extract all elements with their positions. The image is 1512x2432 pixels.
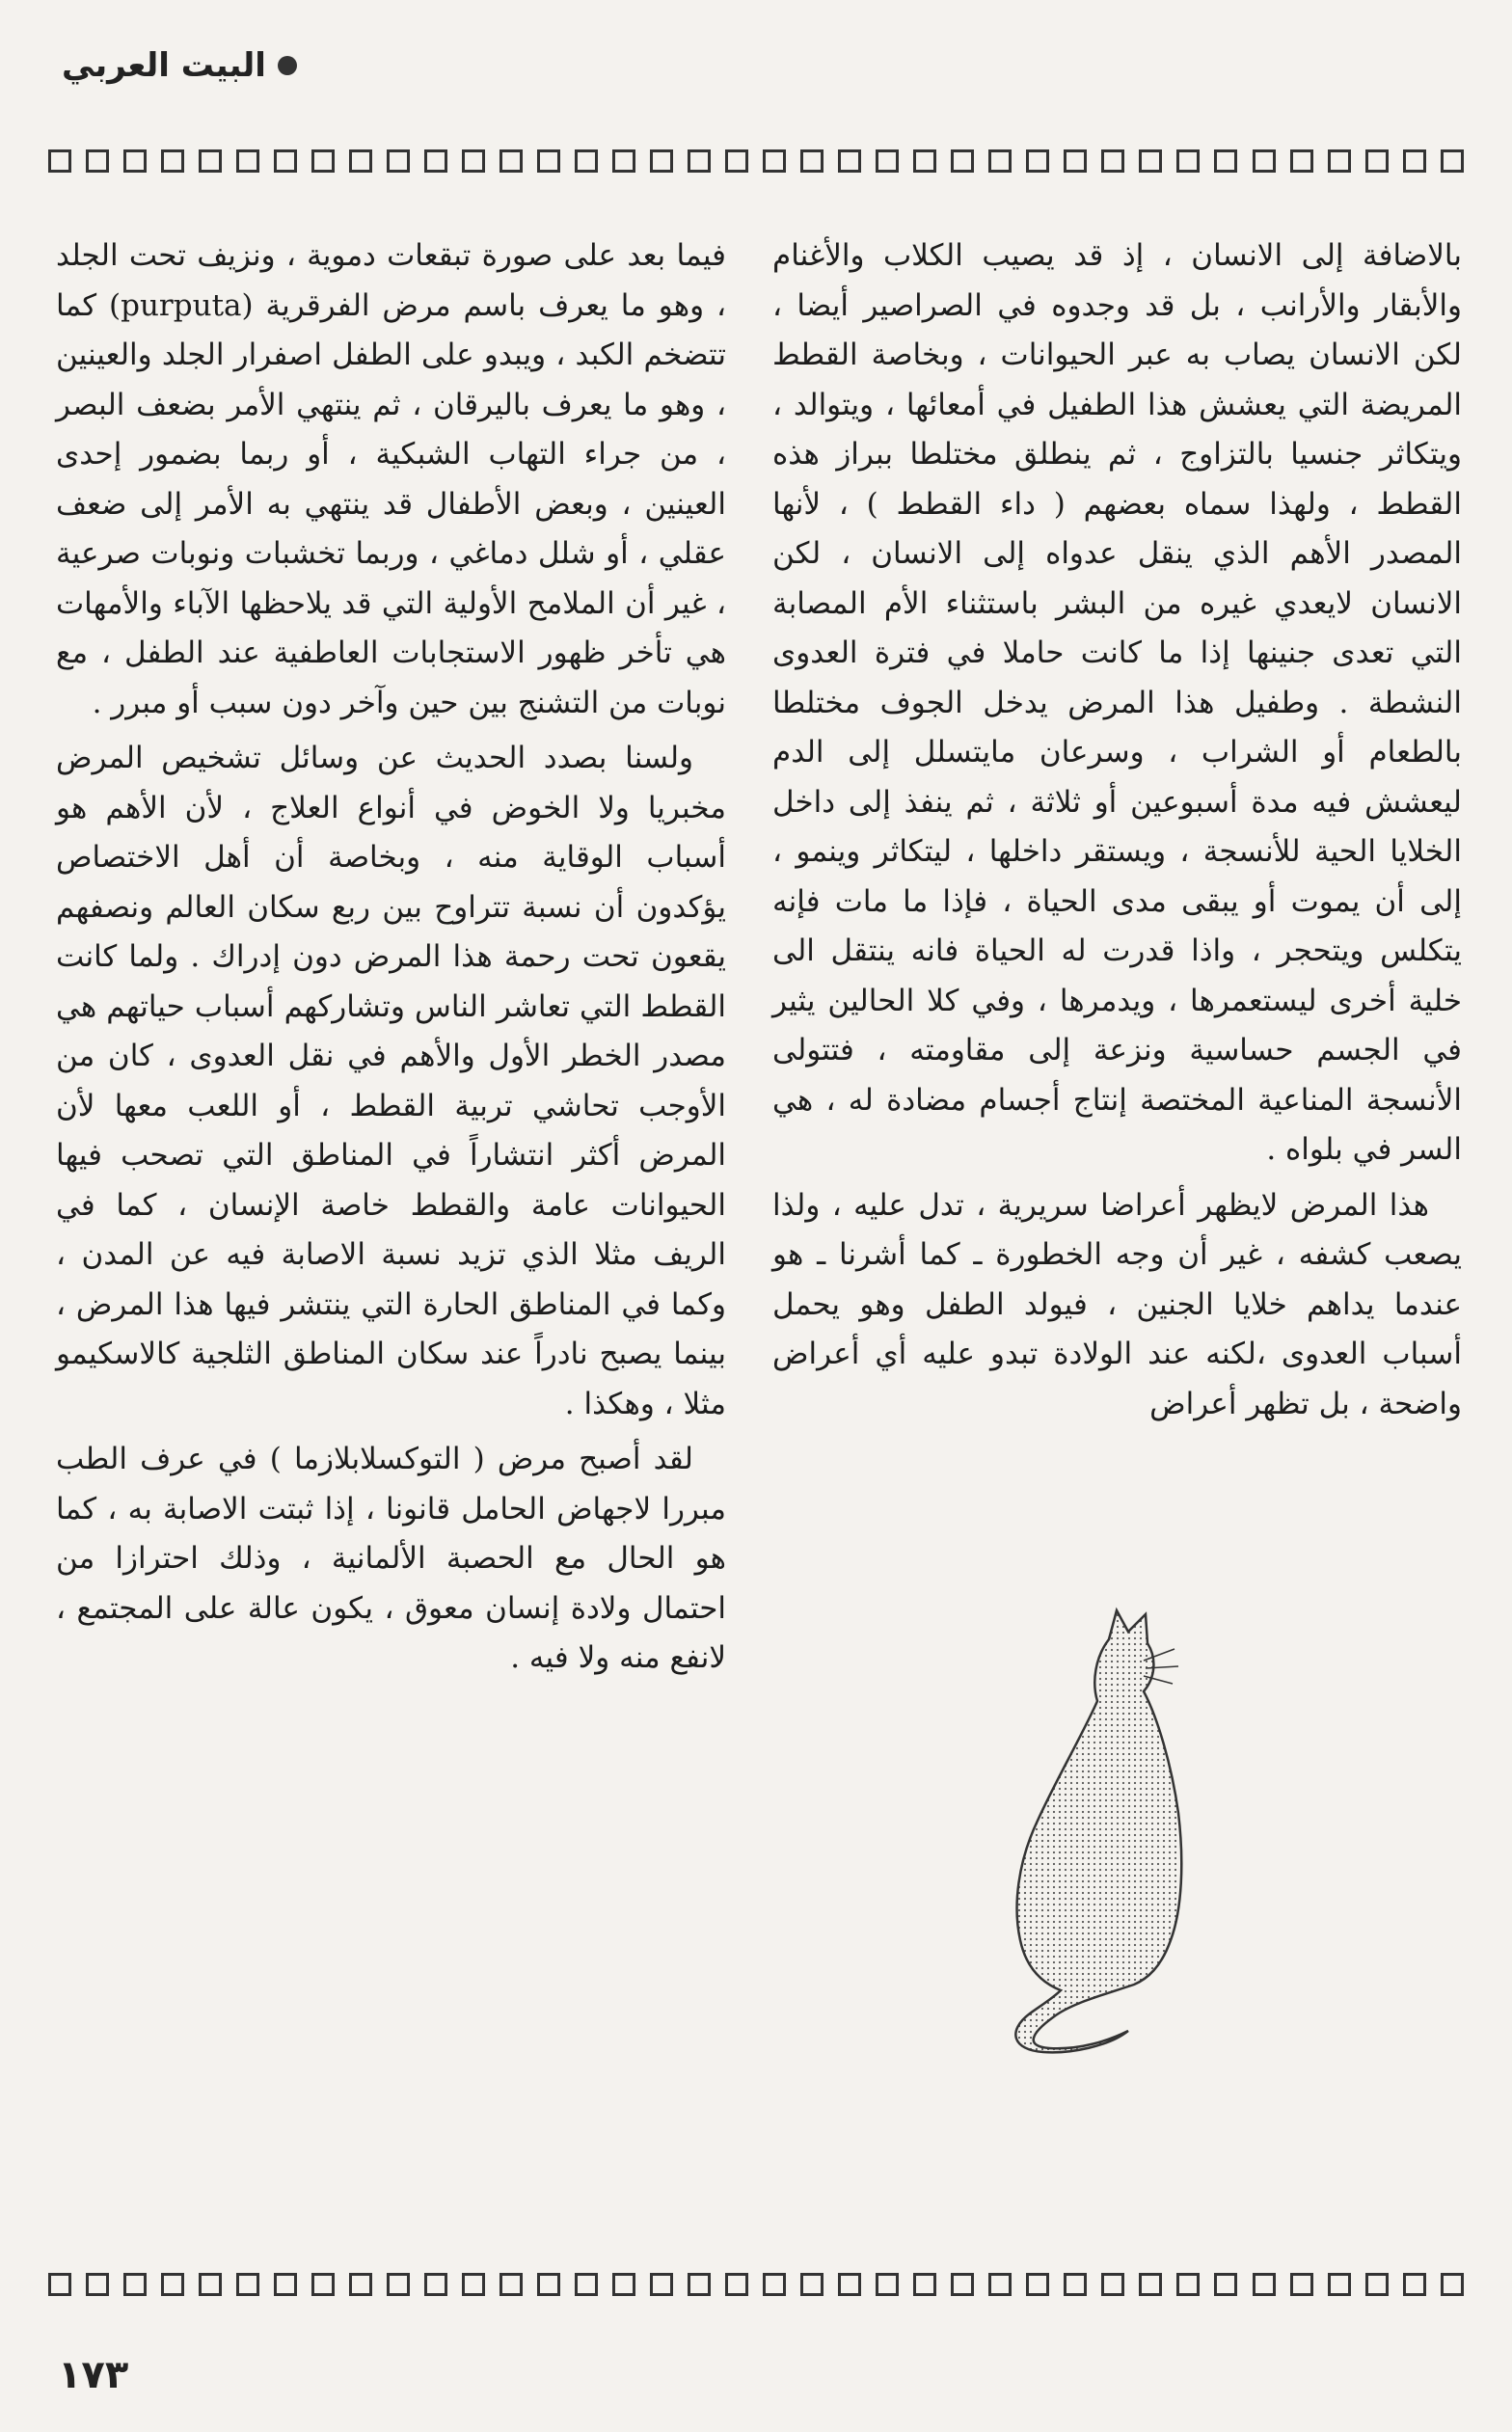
border-square	[1441, 2273, 1464, 2296]
border-square	[311, 2273, 335, 2296]
border-square	[951, 149, 974, 173]
border-square	[1365, 2273, 1389, 2296]
section-title: البيت العربي	[62, 46, 266, 85]
border-square	[1139, 149, 1162, 173]
border-square	[1290, 2273, 1313, 2296]
right-paragraph-1: بالاضافة إلى الانسان ، إذ قد يصيب الكلاب والأغنام والأبقار والأرانب ، بل قد وجدوه في الصراصير أيضا ، لكن الانسان يصاب به عبر الحيوانات ، وبخاصة القطط المريضة التي يعشش هذا الطفيل في أمعائها ، ويتوالد ، ويتكاثر جنسيا بالتزاوج ، ثم ينطلق مختلطا ببراز هذه القطط ، ولهذا سماه بعضهم ( داء القطط ) ، لأنها المصدر الأهم الذي ينقل عدواه إلى الانسان ، لكن الانسان لايعدي غيره من البشر باستثناء الأم المصابة التي تعدى جنينها إذا ما كانت حاملا في فترة العدوى النشطة . وطفيل هذا المرض يدخل الجوف مختلطا بالطعام أو الشراب ، وسرعان مايتسلل إلى الدم ليعشش فيه مدة أسبوعين أو ثلاثة ، ثم ينفذ إلى داخل الخلايا الحية للأنسجة ، ويستقر داخلها ، ليتكاثر وينمو ، إلى أن يموت أو يبقى مدى الحياة ، فإذا ما مات فإنه يتكلس ويتحجر ، واذا قدرت له الحياة فانه ينتقل الى خلية أخرى ليستعمرها ، ويدمرها ، وفي كلا الحالين يثير في الجسم حساسية ونزعة إلى مقاومته ، فتتولى الأنسجة المناعية المختصة إنتاج أجسام مضادة له ، هي السر في بلواه .	[772, 238, 1462, 1167]
border-square	[1101, 149, 1124, 173]
border-square	[1064, 2273, 1087, 2296]
border-square	[462, 149, 485, 173]
cat-icon	[964, 1601, 1215, 2054]
border-square	[500, 2273, 523, 2296]
border-square	[913, 2273, 936, 2296]
border-square	[48, 149, 71, 173]
border-square	[1176, 2273, 1200, 2296]
border-square	[688, 2273, 711, 2296]
border-square	[763, 2273, 786, 2296]
border-square	[311, 149, 335, 173]
border-square	[236, 2273, 259, 2296]
border-square	[48, 2273, 71, 2296]
border-square	[988, 2273, 1012, 2296]
border-square	[876, 149, 899, 173]
border-square	[500, 149, 523, 173]
running-header	[62, 46, 297, 85]
border-square	[1064, 149, 1087, 173]
border-square	[1253, 2273, 1276, 2296]
border-square	[161, 2273, 184, 2296]
border-square	[688, 149, 711, 173]
border-square	[763, 149, 786, 173]
border-square	[1253, 149, 1276, 173]
border-square	[725, 149, 748, 173]
border-square	[123, 2273, 147, 2296]
border-square	[1403, 2273, 1426, 2296]
border-square	[537, 2273, 560, 2296]
border-square	[1403, 149, 1426, 173]
border-square	[86, 2273, 109, 2296]
border-square	[612, 149, 635, 173]
border-square	[800, 2273, 824, 2296]
border-square	[612, 2273, 635, 2296]
border-square	[349, 149, 372, 173]
border-square	[161, 149, 184, 173]
border-square	[123, 149, 147, 173]
page-number: ١٧٣	[58, 2353, 129, 2397]
border-square	[838, 149, 861, 173]
border-square	[650, 149, 673, 173]
border-square	[537, 149, 560, 173]
border-square	[913, 149, 936, 173]
border-square	[1139, 2273, 1162, 2296]
border-square	[1026, 149, 1049, 173]
left-paragraph-1: فيما بعد على صورة تبقعات دموية ، ونزيف تحت الجلد ، وهو ما يعرف باسم مرض الفرقرية (purputa) كما تتضخم الكبد ، ويبدو على الطفل اصفرار الجلد والعينين ، وهو ما يعرف باليرقان ، ثم ينتهي الأمر بضعف البصر ، من جراء التهاب الشبكية ، أو ربما بضمور إحدى العينين ، وبعض الأطفال قد ينتهي به الأمر إلى ضعف عقلي ، أو شلل دماغي ، وربما تخشبات ونوبات صرعية ، غير أن الملامح الأولية التي قد يلاحظها الآباء والأمهات هي تأخر ظهور الاستجابات العاطفية عند الطفل ، مع نوبات من التشنج بين حين وآخر دون سبب أو مبرر .	[56, 238, 726, 720]
border-square	[1441, 149, 1464, 173]
right-paragraph-2: هذا المرض لايظهر أعراضا سريرية ، تدل عليه ، ولذا يصعب كشفه ، غير أن وجه الخطورة ـ كما أشرنا ـ هو عندما يداهم خلايا الجنين ، فيولد الطفل وهو يحمل أسباب العدوى ،لكنه عند الولادة تبدو عليه أي أعراض واضحة ، بل تظهر أعراض	[772, 1187, 1462, 1421]
top-decorative-border	[48, 145, 1464, 177]
right-column	[772, 231, 1462, 1429]
border-square	[462, 2273, 485, 2296]
border-square	[575, 149, 598, 173]
border-square	[650, 2273, 673, 2296]
left-paragraph-2: ولسنا بصدد الحديث عن وسائل تشخيص المرض مخبريا ولا الخوض في أنواع العلاج ، لأن الأهم هو أسباب الوقاية منه ، وبخاصة أن أهل الاختصاص يؤكدون أن نسبة تتراوح بين ربع سكان العالم ونصفهم يقعون تحت رحمة هذا المرض دون إدراك . ولما كانت القطط التي تعاشر الناس وتشاركهم أسباب حياتهم هي مصدر الخطر الأول والأهم في نقل العدوى ، كان من الأوجب تحاشي تربية القطط ، أو اللعب معها لأن المرض أكثر انتشاراً في المناطق التي تصحب فيها الحيوانات عامة والقطط خاصة الإنسان ، كما في الريف مثلا الذي تزيد نسبة الاصابة فيه عن المدن ، وكما في المناطق الحارة التي ينتشر فيها هذا المرض ، بينما يصبح نادراً عند سكان المناطق الثلجية كالاسكيمو مثلا ، وهكذا .	[56, 741, 726, 1421]
bullet-icon	[278, 56, 297, 75]
border-square	[988, 149, 1012, 173]
border-square	[387, 149, 410, 173]
cat-illustration	[964, 1601, 1215, 2054]
border-square	[1290, 149, 1313, 173]
border-square	[1214, 149, 1237, 173]
border-square	[800, 149, 824, 173]
border-square	[236, 149, 259, 173]
border-square	[1328, 2273, 1351, 2296]
border-square	[199, 149, 222, 173]
border-square	[274, 2273, 297, 2296]
border-square	[1101, 2273, 1124, 2296]
border-square	[424, 2273, 447, 2296]
border-square	[349, 2273, 372, 2296]
border-square	[1176, 149, 1200, 173]
border-square	[274, 149, 297, 173]
border-square	[387, 2273, 410, 2296]
border-square	[1365, 149, 1389, 173]
border-square	[1026, 2273, 1049, 2296]
border-square	[86, 149, 109, 173]
border-square	[1328, 149, 1351, 173]
border-square	[876, 2273, 899, 2296]
bottom-decorative-border	[48, 2268, 1464, 2301]
border-square	[199, 2273, 222, 2296]
border-square	[424, 149, 447, 173]
border-square	[838, 2273, 861, 2296]
border-square	[951, 2273, 974, 2296]
left-paragraph-3: لقد أصبح مرض ( التوكسلابلازما ) في عرف الطب مبررا لاجهاض الحامل قانونا ، إذا ثبتت الاصابة به ، كما هو الحال مع الحصبة الألمانية ، وذلك احترازا من احتمال ولادة إنسان معوق ، يكون عالة على المجتمع ، لانفع منه ولا فيه .	[56, 1442, 726, 1675]
border-square	[725, 2273, 748, 2296]
left-column	[56, 231, 726, 1684]
border-square	[1214, 2273, 1237, 2296]
border-square	[575, 2273, 598, 2296]
